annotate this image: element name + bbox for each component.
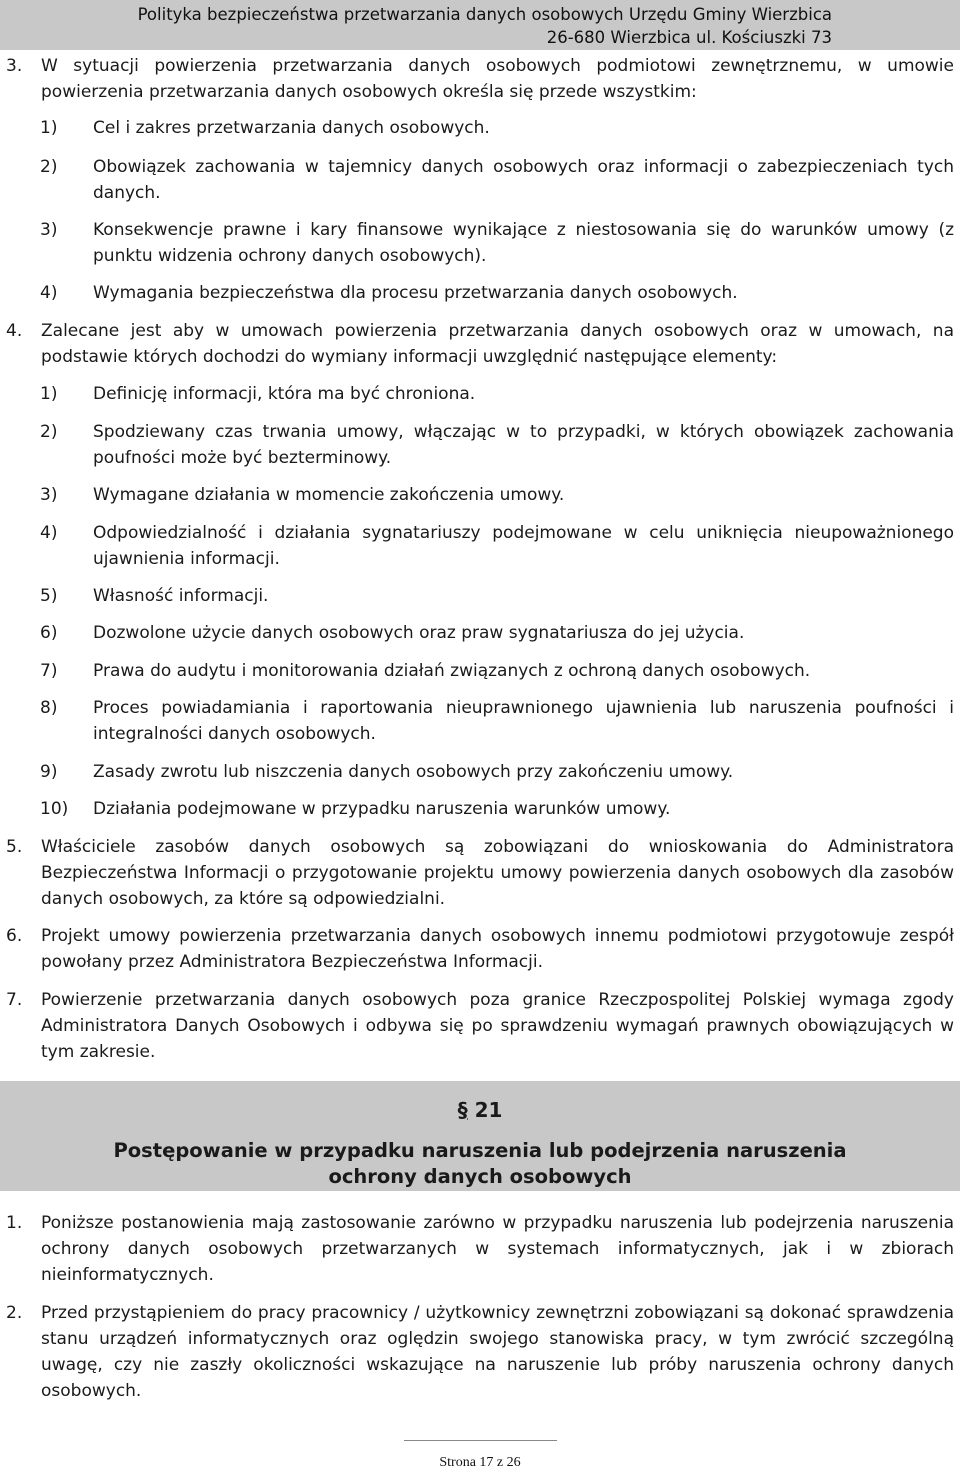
paragraph-number: 3. bbox=[6, 56, 23, 76]
list-item-number: 8) bbox=[40, 698, 58, 718]
list-item-number: 7) bbox=[40, 661, 58, 681]
paragraph-number: 1. bbox=[6, 1213, 23, 1233]
header-address: 26-680 Wierzbica ul. Kościuszki 73 bbox=[546, 28, 832, 47]
section-heading bbox=[0, 1081, 960, 1191]
section-title: Postępowanie w przypadku naruszenia lub podejrzenia naruszenia ochrony danych osobowych bbox=[113, 1139, 847, 1188]
list-item bbox=[40, 583, 954, 609]
list-item bbox=[40, 620, 954, 646]
paragraph-text: Powierzenie przetwarzania danych osobowych poza granice Rzeczpospolitej Polskiej wymaga zgody Administratora Danych Osobowych i odbywa się po sprawdzeniu wymagań prawnych obowiązujących w tym zakresie. bbox=[41, 990, 954, 1062]
paragraph-number: 7. bbox=[6, 990, 23, 1010]
list-item-text: Konsekwencje prawne i kary finansowe wynikające z niestosowania się do warunków umowy (z punktu widzenia ochrony danych osobowych). bbox=[93, 220, 954, 266]
paragraph-text: Zalecane jest aby w umowach powierzenia przetwarzania danych osobowych oraz w umowach, na podstawie których dochodzi do wymiany informacji uwzględnić następujące elementy: bbox=[41, 321, 954, 367]
list-item bbox=[40, 115, 954, 141]
section-number bbox=[0, 1097, 960, 1123]
list-item-number: 1) bbox=[40, 384, 58, 404]
list-item-text: Odpowiedzialność i działania sygnatariuszy podejmowane w celu uniknięcia nieupoważnionego ujawnienia informacji. bbox=[93, 523, 954, 569]
list-item-number: 2) bbox=[40, 157, 58, 177]
list-item-number: 4) bbox=[40, 523, 58, 543]
list-item-number: 3) bbox=[40, 220, 58, 240]
list-item-text: Proces powiadamiania i raportowania nieuprawnionego ujawnienia lub naruszenia poufności i integralności danych osobowych. bbox=[93, 698, 954, 744]
list-item-text: Prawa do audytu i monitorowania działań związanych z ochroną danych osobowych. bbox=[93, 661, 811, 681]
page-number: Strona 17 z 26 bbox=[439, 1455, 521, 1470]
list-item-text: Wymagane działania w momencie zakończenia umowy. bbox=[93, 485, 565, 505]
list-item bbox=[40, 482, 954, 508]
list-item-text: Własność informacji. bbox=[93, 586, 269, 606]
list-item bbox=[40, 217, 954, 269]
paragraph-7 bbox=[6, 987, 954, 1065]
paragraph-text: W sytuacji powierzenia przetwarzania danych osobowych podmiotowi zewnętrznemu, w umowie powierzenia przetwarzania danych osobowych określa się przede wszystkim: bbox=[41, 56, 954, 102]
list-item-number: 3) bbox=[40, 485, 58, 505]
paragraph-4 bbox=[6, 318, 954, 370]
section-paragraph-1 bbox=[6, 1210, 954, 1288]
list-item-number: 4) bbox=[40, 283, 58, 303]
header-title: Polityka bezpieczeństwa przetwarzania danych osobowych Urzędu Gminy Wierzbica bbox=[137, 5, 832, 24]
list-item bbox=[40, 154, 954, 206]
list-item bbox=[40, 796, 954, 822]
list-item-number: 5) bbox=[40, 586, 58, 606]
list-item bbox=[40, 280, 954, 306]
paragraph-number: 2. bbox=[6, 1303, 23, 1323]
paragraph-number: 4. bbox=[6, 321, 23, 341]
paragraph-text: Projekt umowy powierzenia przetwarzania danych osobowych innemu podmiotowi przygotowuje zespół powołany przez Administratora Bezpieczeństwa Informacji. bbox=[41, 926, 954, 972]
list-item bbox=[40, 695, 954, 747]
list-item-number: 10) bbox=[40, 799, 69, 819]
section-number-value: 21 bbox=[474, 1098, 503, 1122]
paragraph-text: Przed przystąpieniem do pracy pracownicy / użytkownicy zewnętrzni zobowiązani są dokonać sprawdzenia stanu urządzeń informatycznych oraz oględzin swojego stanowiska pracy, w tym zwrócić szczególną uwagę, czy nie zaszły okoliczności wskazujące na naruszenie lub próby naruszenia ochrony danych osobowych. bbox=[41, 1303, 954, 1401]
list-item bbox=[40, 658, 954, 684]
page-header bbox=[0, 0, 960, 50]
list-item-number: 9) bbox=[40, 762, 58, 782]
list-item bbox=[40, 759, 954, 785]
paragraph-3 bbox=[6, 53, 954, 105]
list-item-text: Wymagania bezpieczeństwa dla procesu przetwarzania danych osobowych. bbox=[93, 283, 738, 303]
paragraph-text: Właściciele zasobów danych osobowych są zobowiązani do wnioskowania do Administratora Bezpieczeństwa Informacji o przygotowanie projektu umowy powierzenia danych osobowych dla zasobów danych osobowych, za które są odpowiedzialni. bbox=[41, 837, 954, 909]
paragraph-number: 5. bbox=[6, 837, 23, 857]
list-item-number: 2) bbox=[40, 422, 58, 442]
list-item-number: 6) bbox=[40, 623, 58, 643]
list-item-text: Działania podejmowane w przypadku naruszenia warunków umowy. bbox=[93, 799, 671, 819]
list-item-text: Zasady zwrotu lub niszczenia danych osobowych przy zakończeniu umowy. bbox=[93, 762, 734, 782]
list-item bbox=[40, 381, 954, 407]
paragraph-5 bbox=[6, 834, 954, 912]
list-item-number: 1) bbox=[40, 118, 58, 138]
section-paragraph-2 bbox=[6, 1300, 954, 1404]
list-item bbox=[40, 419, 954, 471]
list-item-text: Dozwolone użycie danych osobowych oraz praw sygnatariusza do jej użycia. bbox=[93, 623, 745, 643]
paragraph-6 bbox=[6, 923, 954, 975]
paragraph-text: Poniższe postanowienia mają zastosowanie zarówno w przypadku naruszenia lub podejrzenia naruszenia ochrony danych osobowych przetwarzanych w systemach informatycznych, jak i w zbiorach nieinformatycznych. bbox=[41, 1213, 954, 1285]
section-sign: § bbox=[457, 1098, 468, 1122]
paragraph-number: 6. bbox=[6, 926, 23, 946]
list-item-text: Spodziewany czas trwania umowy, włączając w to przypadki, w których obowiązek zachowania poufności może być bezterminowy. bbox=[93, 422, 954, 468]
list-item-text: Definicję informacji, która ma być chroniona. bbox=[93, 384, 476, 404]
list-item bbox=[40, 520, 954, 572]
footer-divider bbox=[404, 1440, 557, 1441]
list-item-text: Cel i zakres przetwarzania danych osobowych. bbox=[93, 118, 490, 138]
list-item-text: Obowiązek zachowania w tajemnicy danych osobowych oraz informacji o zabezpieczeniach tych danych. bbox=[93, 157, 954, 203]
